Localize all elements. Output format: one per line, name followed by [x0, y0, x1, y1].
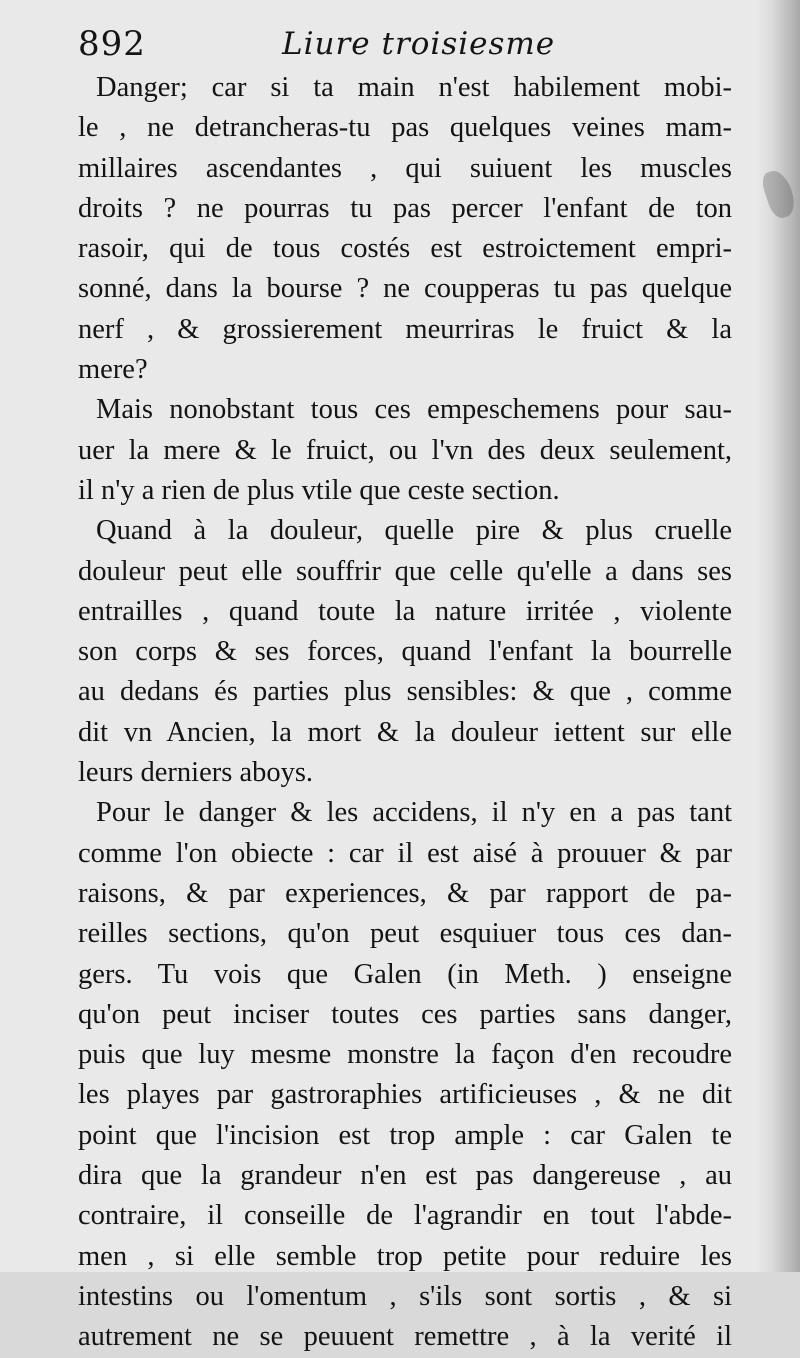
text-line: comme l'on obiecte : car il est aisé à prouuer & par [78, 837, 732, 869]
page-number: 892 [78, 24, 146, 64]
text-line: droits ? ne pourras tu pas percer l'enfant de ton [78, 192, 732, 224]
text-line: raisons, & par experiences, & par rapport de pa- [78, 877, 732, 909]
paragraph [78, 390, 732, 511]
text-line: le , ne detrancheras-tu pas quelques veines mam- [78, 112, 732, 144]
text-line: dira que la grandeur n'en est pas dangereuse , au [78, 1160, 732, 1192]
text-line: les playes par gastroraphies artificieuses , & ne dit [78, 1079, 732, 1111]
text-line: qu'on peut inciser toutes ces parties sans danger, [78, 998, 732, 1030]
text-line: point que l'incision est trop ample : car Galen te [78, 1119, 732, 1151]
text-line: intestins ou l'omentum , s'ils sont sortis , & si [78, 1280, 732, 1312]
text-line: contraire, il conseille de l'agrandir en tout l'abde- [78, 1200, 732, 1232]
paragraph [78, 793, 732, 1357]
text-line: gers. Tu vois que Galen (in Meth. ) enseigne [78, 958, 732, 990]
text-line: Danger; car si ta main n'est habilement mobi- [96, 72, 732, 103]
text-line: Pour le danger & les accidens, il n'y en a pas tant [96, 797, 732, 829]
text-line: entrailles , quand toute la nature irritée , violente [78, 595, 732, 627]
text-line: mere? [78, 354, 148, 386]
text-line: Quand à la douleur, quelle pire & plus cruelle [96, 515, 732, 547]
text-line: sonné, dans la bourse ? ne coupperas tu pas quelque [78, 273, 732, 305]
text-line: Mais nonobstant tous ces empeschemens pour sau- [96, 394, 732, 426]
text-line: autrement ne se peuuent remettre , à la verité il [78, 1321, 732, 1353]
text-line: puis que luy mesme monstre la façon d'en recoudre [78, 1039, 732, 1071]
page-header [0, 22, 800, 66]
body-text [78, 68, 732, 1358]
paragraph [78, 68, 732, 390]
text-line: son corps & ses forces, quand l'enfant la bourrelle [78, 636, 732, 668]
paragraph [78, 511, 732, 793]
text-line: il n'y a rien de plus vtile que ceste section. [78, 474, 560, 506]
running-head: Liure troisiesme [282, 26, 556, 62]
text-line: rasoir, qui de tous costés est estroictement empri- [78, 233, 732, 265]
text-line: nerf , & grossierement meurriras le fruict & la [78, 313, 732, 345]
text-line: uer la mere & le fruict, ou l'vn des deux seulement, [78, 434, 732, 466]
text-line: douleur peut elle souffrir que celle qu'elle a dans ses [78, 555, 732, 587]
text-line: reilles sections, qu'on peut esquiuer tous ces dan- [78, 918, 732, 950]
text-line: millaires ascendantes , qui suiuent les muscles [78, 152, 732, 184]
text-line: leurs derniers aboys. [78, 757, 314, 789]
text-line: au dedans és parties plus sensibles: & que , comme [78, 676, 732, 708]
text-line: men , si elle semble trop petite pour reduire les [78, 1240, 732, 1272]
text-line: dit vn Ancien, la mort & la douleur iettent sur elle [78, 716, 732, 748]
